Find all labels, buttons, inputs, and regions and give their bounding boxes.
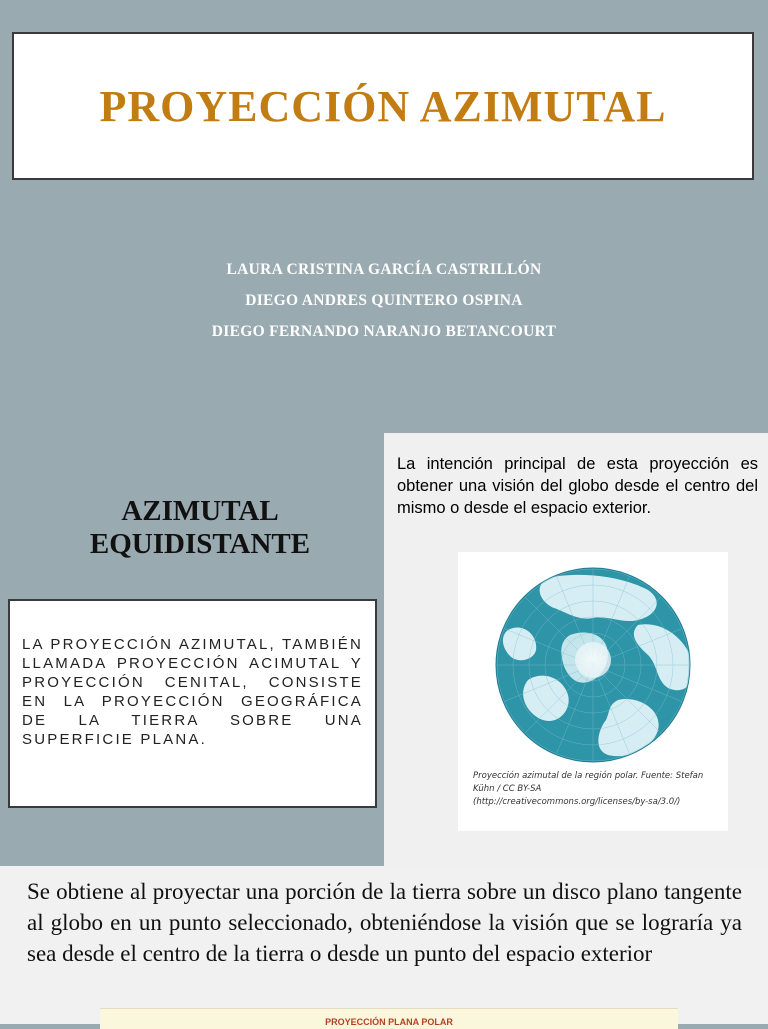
next-figure-header: [100, 1008, 678, 1029]
polar-map-figure: [458, 552, 728, 831]
page-title: PROYECCIÓN AZIMUTAL: [99, 81, 667, 131]
polar-globe-map-icon: [488, 560, 698, 770]
figure-caption: Proyección azimutal de la región polar. Fuente: Stefan Kühn / CC BY-SA (http://creativecommons.org/licenses/by-sa/3.0/): [473, 771, 704, 807]
section-heading-line: AZIMUTAL: [121, 495, 279, 527]
title-box: [12, 32, 754, 180]
next-figure-label: PROYECCIÓN PLANA POLAR: [325, 1017, 453, 1027]
definition-box: LA PROYECCIÓN AZIMUTAL, TAMBIÉN LLAMADA PROYECCIÓN ACIMUTAL Y PROYECCIÓN CENITAL, CONSISTE EN LA PROYECCIÓN GEOGRÁFICA DE LA TIERRA SOBRE UNA SUPERFICIE PLANA.: [8, 599, 377, 808]
section-heading: [40, 495, 360, 561]
section-heading-line: EQUIDISTANTE: [89, 528, 311, 560]
intent-paragraph: La intención principal de esta proyección es obtener una visión del globo desde el centro del mismo o desde el espacio exterior.: [397, 455, 758, 517]
author-name: DIEGO ANDRES QUINTERO OSPINA: [245, 292, 523, 309]
author-name: DIEGO FERNANDO NARANJO BETANCOURT: [211, 323, 557, 340]
authors-list: [0, 258, 768, 351]
explanation-paragraph: Se obtiene al proyectar una porción de la tierra sobre un disco plano tangente al globo en un punto seleccionado, obteniéndose la visión que se lograría ya sea desde el centro de la tierra o desde un punto del espacio exterior: [27, 879, 742, 966]
bottom-panel: [0, 866, 768, 1027]
author-name: LAURA CRISTINA GARCÍA CASTRILLÓN: [226, 261, 542, 278]
